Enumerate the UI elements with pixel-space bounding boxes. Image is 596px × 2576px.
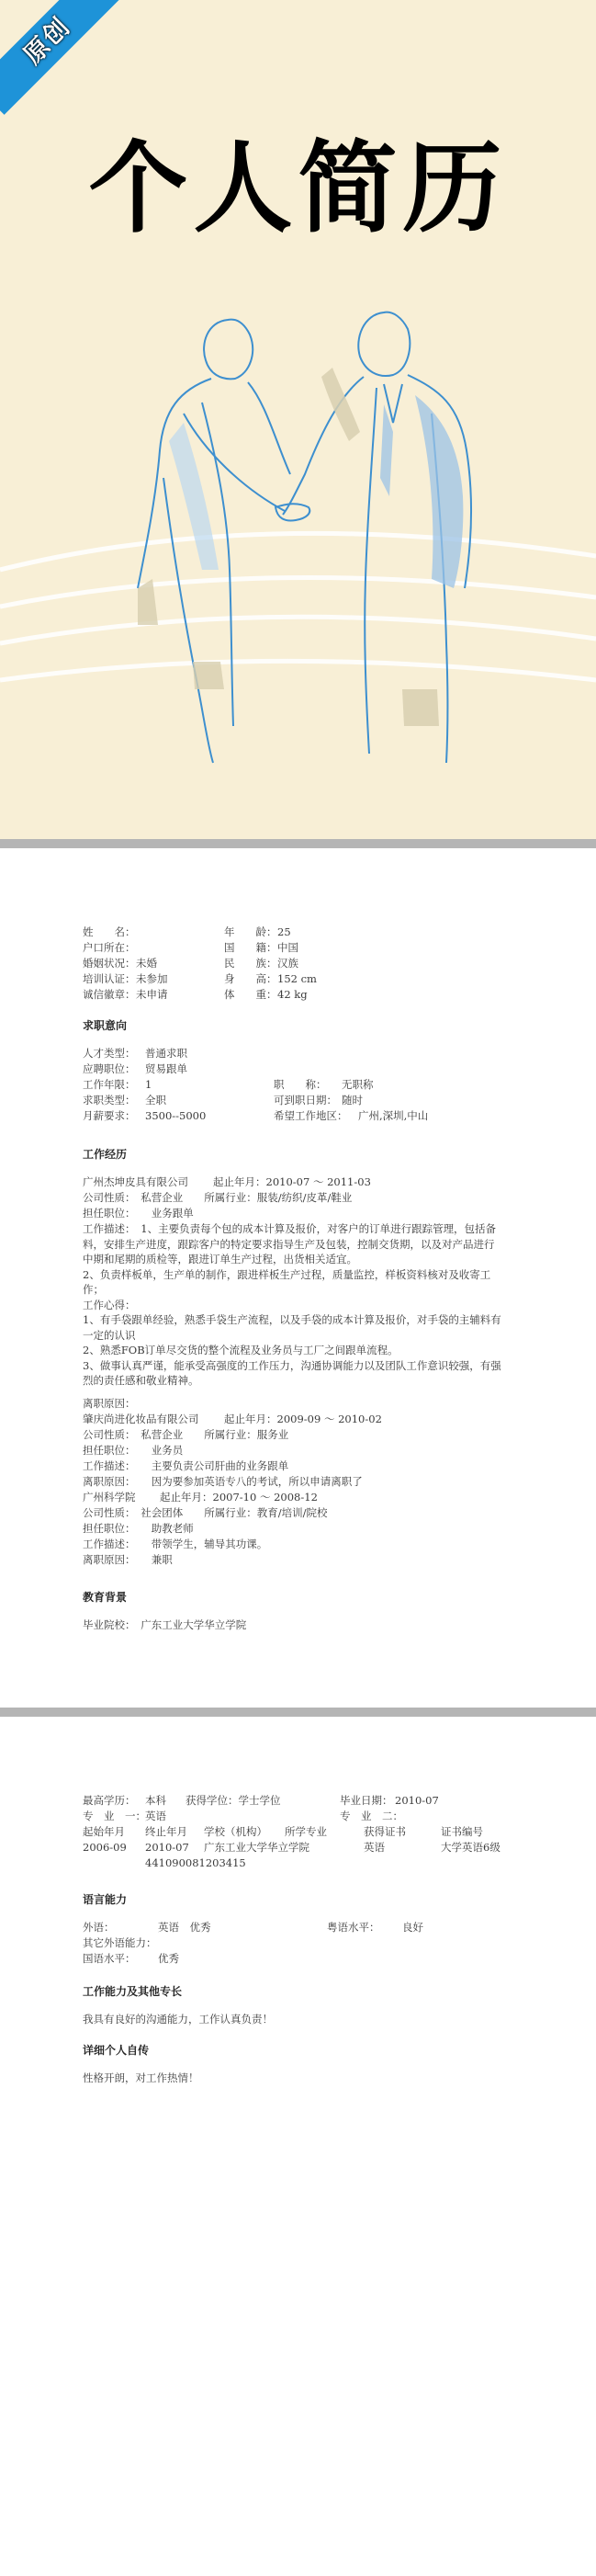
intent-value: 广州,深圳,中山 xyxy=(358,1109,429,1122)
intent-label: 职 称： xyxy=(274,1078,327,1091)
lang-label: 国语水平： xyxy=(83,1952,136,1965)
intent-value: 普通求职 xyxy=(145,1047,187,1060)
edu-label: 最高学历： xyxy=(83,1794,136,1807)
intent-label: 人才类型： xyxy=(83,1047,136,1060)
info-value: 汉族 xyxy=(277,957,298,970)
intent-value: 全职 xyxy=(145,1094,166,1106)
page-divider xyxy=(0,839,596,848)
job-role: 担任职位： 业务员 xyxy=(83,1444,184,1457)
info-label: 国 籍： xyxy=(224,941,277,954)
edu-value: 2010-07 xyxy=(395,1794,439,1807)
table-header: 所学专业 xyxy=(285,1825,327,1838)
edu-value: 英语 xyxy=(145,1810,166,1822)
lang-value: 英语 优秀 xyxy=(158,1921,211,1934)
handshake-illustration xyxy=(0,294,596,772)
lang-value: 优秀 xyxy=(158,1952,179,1965)
section-heading-autobiography: 详细个人自传 xyxy=(83,2044,150,2057)
table-header: 学校（机构） xyxy=(204,1825,267,1838)
job-company: 广州杰坤皮具有限公司 xyxy=(83,1175,188,1188)
section-heading-skills: 工作能力及其他专长 xyxy=(83,1985,183,1998)
edu-label: 专 业 一： xyxy=(83,1810,146,1822)
table-cell: 英语 xyxy=(364,1841,385,1854)
info-label: 户口所在： xyxy=(83,941,136,954)
intent-label: 应聘职位： xyxy=(83,1062,136,1075)
intent-value: 1 xyxy=(145,1078,152,1091)
table-cell: 广东工业大学华立学院 xyxy=(204,1841,309,1854)
info-label: 年 龄： xyxy=(224,925,277,938)
info-label: 身 高： xyxy=(224,972,277,985)
edu-label: 毕业日期： xyxy=(340,1794,393,1807)
job-role: 担任职位： 助教老师 xyxy=(83,1522,194,1535)
job-desc-line: 3、做事认真严谨，能承受高强度的工作压力，沟通协调能力以及团队工作意识较强，有强烈的责任感和敬业精神。 xyxy=(83,1358,501,1387)
job-reason: 离职原因： xyxy=(83,1397,136,1410)
intent-value: 无职称 xyxy=(342,1078,374,1091)
intent-label: 可到职日期： xyxy=(274,1094,337,1106)
info-value: 152 cm xyxy=(277,972,317,985)
education-school: 毕业院校： 广东工业大学华立学院 xyxy=(83,1618,247,1631)
intent-label: 月薪要求： xyxy=(83,1109,136,1122)
job-period: 起止年月：2007-10 ～ 2008-12 xyxy=(160,1491,318,1504)
job-desc-line: 工作心得： xyxy=(83,1298,136,1311)
section-heading-language: 语言能力 xyxy=(83,1893,128,1906)
job-reason: 离职原因： 兼职 xyxy=(83,1553,173,1566)
edu-degree: 获得学位：学士学位 xyxy=(186,1794,281,1807)
info-value: 未参加 xyxy=(136,972,168,985)
info-label: 姓 名： xyxy=(83,925,136,938)
job-desc-line: 1、有手袋跟单经验，熟悉手袋生产流程，以及手袋的成本计算及报价，对手袋的主辅料有一定的认识 xyxy=(83,1313,501,1342)
job-description: 工作描述： 带领学生，辅导其功课。 xyxy=(83,1538,268,1550)
job-desc-line: 2、负责样板单，生产单的制作，跟进样板生产过程，质量监控，样板资料核对及收寄工作； xyxy=(83,1267,491,1296)
lang-value: 良好 xyxy=(402,1921,423,1934)
section-heading-education: 教育背景 xyxy=(83,1591,128,1604)
job-desc-line: 2、熟悉FOB订单尽交货的整个流程及业务员与工厂之间跟单流程。 xyxy=(83,1344,399,1356)
lang-label: 其它外语能力： xyxy=(83,1936,157,1949)
autobiography-text: 性格开朗，对工作热情！ xyxy=(83,2071,199,2084)
job-company: 肇庆尚进化妆品有限公司 xyxy=(83,1413,199,1425)
info-label: 培训认证： xyxy=(83,972,136,985)
edu-value: 本科 xyxy=(145,1794,166,1807)
intent-label: 工作年限： xyxy=(83,1078,136,1091)
cover-title: 个人简历 xyxy=(88,131,508,246)
job-company: 广州科学院 xyxy=(83,1491,136,1504)
job-description xyxy=(83,1221,503,1389)
intent-label: 希望工作地区： xyxy=(274,1109,348,1122)
section-heading-experience: 工作经历 xyxy=(83,1148,128,1161)
info-label: 民 族： xyxy=(224,957,277,970)
table-header: 终止年月 xyxy=(145,1825,187,1838)
intent-value: 贸易跟单 xyxy=(145,1062,187,1075)
info-value: 未婚 xyxy=(136,957,157,970)
info-label: 体 重： xyxy=(224,988,277,1001)
job-desc-line: 工作描述： 1、主要负责每个包的成本计算及报价，对客户的订单进行跟踪管理，包括备料，安排生产进度，跟踪客户的特定要求指导生产及包装，控制交货期，以及对产品进行中期和尾期的质检等，跟进订单生产过程，出货相关适宜。 xyxy=(83,1222,497,1265)
table-cell: 大学英语6级 xyxy=(441,1841,500,1854)
cover-page xyxy=(0,0,596,839)
resume-page-1 xyxy=(0,848,596,1708)
job-period: 起止年月：2010-07 ～ 2011-03 xyxy=(213,1175,371,1188)
edu-label: 专 业 二： xyxy=(340,1810,403,1822)
table-cell: 2010-07 xyxy=(145,1841,189,1854)
resume-page-2 xyxy=(0,1717,596,2576)
certificate-number: 441090081203415 xyxy=(145,1856,246,1869)
lang-label: 外语： xyxy=(83,1921,115,1934)
table-header: 获得证书 xyxy=(364,1825,406,1838)
job-role: 担任职位： 业务跟单 xyxy=(83,1207,194,1220)
lang-label: 粤语水平： xyxy=(327,1921,380,1934)
info-label: 婚姻状况： xyxy=(83,957,136,970)
job-nature: 公司性质： 社会团体 所属行业：教育/培训/院校 xyxy=(83,1506,328,1519)
intent-value: 3500--5000 xyxy=(145,1109,207,1122)
info-value: 未申请 xyxy=(136,988,168,1001)
table-cell: 2006-09 xyxy=(83,1841,127,1854)
original-badge: 原创 xyxy=(0,0,121,115)
table-header: 起始年月 xyxy=(83,1825,125,1838)
intent-value: 随时 xyxy=(342,1094,363,1106)
job-nature: 公司性质： 私营企业 所属行业：服装/纺织/皮革/鞋业 xyxy=(83,1191,353,1204)
page-divider xyxy=(0,1708,596,1717)
job-description: 工作描述： 主要负责公司肝曲的业务跟单 xyxy=(83,1459,289,1472)
info-value: 中国 xyxy=(277,941,298,954)
info-label: 诚信徽章： xyxy=(83,988,136,1001)
job-period: 起止年月：2009-09 ～ 2010-02 xyxy=(224,1413,382,1425)
intent-label: 求职类型： xyxy=(83,1094,136,1106)
info-value: 42 kg xyxy=(277,988,308,1001)
job-reason: 离职原因： 因为要参加英语专八的考试，所以申请离职了 xyxy=(83,1475,363,1488)
section-heading-intent: 求职意向 xyxy=(83,1019,128,1032)
job-nature: 公司性质： 私营企业 所属行业：服务业 xyxy=(83,1428,289,1441)
skills-text: 我具有良好的沟通能力，工作认真负责！ xyxy=(83,2013,273,2026)
info-value: 25 xyxy=(277,925,291,938)
table-header: 证书编号 xyxy=(441,1825,483,1838)
